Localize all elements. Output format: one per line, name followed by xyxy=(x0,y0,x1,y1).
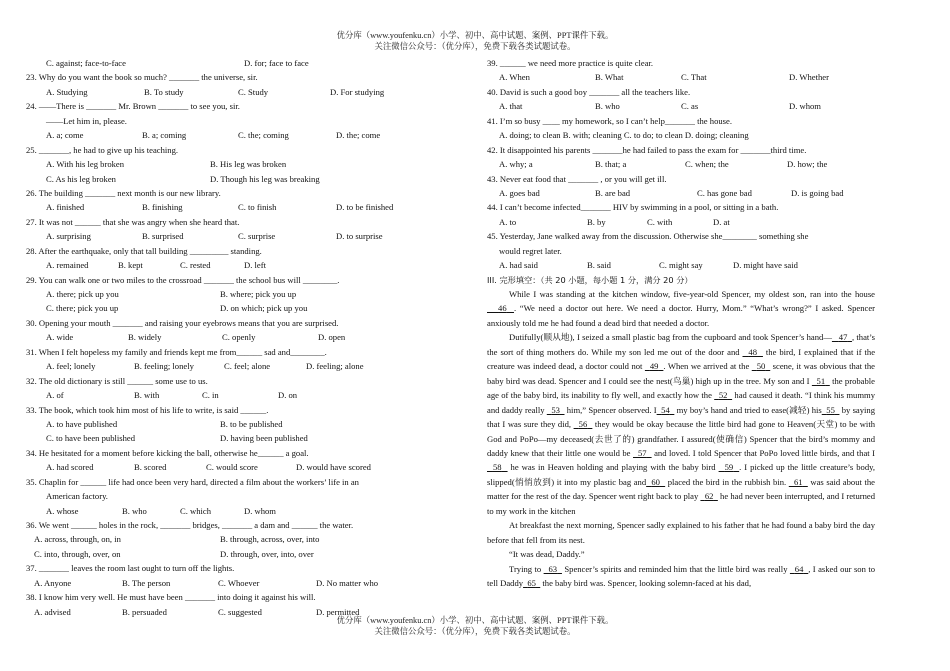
question-36-options-ab xyxy=(26,532,456,546)
option-d: D. left xyxy=(244,260,266,271)
option-d: D. on xyxy=(278,390,298,401)
option-a: A. there; pick up you xyxy=(46,289,119,299)
option-c: C. surprise xyxy=(238,231,276,242)
header-line-1: 优分库（www.youfenku.cn）小学、初中、高中试题、案例、PPT课件下载。 xyxy=(336,31,614,40)
header-line-2: 关注微信公众号：（优分库），免费下载各类试题试卷。 xyxy=(374,42,576,51)
option-d: D. open xyxy=(318,332,346,343)
blank-53: 53 xyxy=(551,404,560,415)
question-30-stem: 30. Opening your mouth _______ and raising your eyebrows means that you are surprised. xyxy=(26,317,339,328)
section-heading-cloze: III. 完形填空：（共 20 小题，每小题 1 分，满分 20 分） xyxy=(487,274,693,285)
option-a: A. had said xyxy=(499,260,538,271)
question-36-stem: 36. We went ______ holes in the rock, _______ bridges, _______ a dam and ______ the water. xyxy=(26,520,354,530)
option-c: C. As his leg broken xyxy=(46,173,116,184)
question-35-options xyxy=(26,504,456,518)
option-b: B. that; a xyxy=(595,159,627,170)
option-b: B. His leg was broken xyxy=(210,159,287,170)
question-26-stem: 26. The building _______ next month is our new library. xyxy=(26,187,221,198)
option-c: C. to finish xyxy=(238,202,277,213)
question-36-options-cd xyxy=(26,547,456,561)
option-a: A. advised xyxy=(34,606,71,617)
option-b: B. through, across, over, into xyxy=(220,534,320,545)
option-a: A. of xyxy=(46,390,64,401)
question-34-stem: 34. He hesitated for a moment before kicking the ball, otherwise he______ a goal. xyxy=(26,447,309,458)
question-27-options xyxy=(26,229,456,243)
option-d: D. having been published xyxy=(220,433,308,444)
question-32-stem: 32. The old dictionary is still ______ some use to us. xyxy=(26,375,208,386)
question-31-options xyxy=(26,359,456,373)
option-d: D. permitted xyxy=(316,606,360,617)
option-c: C. the; coming xyxy=(238,130,289,141)
option-a: A. surprising xyxy=(46,231,91,242)
option-a: A. finished xyxy=(46,202,85,213)
blank-58: 58 xyxy=(492,462,502,473)
option-c: C. to have been published xyxy=(46,433,136,444)
blank-63: 63 xyxy=(548,563,558,574)
option-a: A. had scored xyxy=(46,462,94,473)
option-b: B. said xyxy=(587,260,611,271)
question-33-stem: 33. The book, which took him most of his life to write, is said ______. xyxy=(26,404,269,415)
option-a: A. Anyone xyxy=(34,577,72,588)
option-b: B. by xyxy=(587,216,606,227)
question-43-options xyxy=(487,186,875,200)
question-33-options-ab xyxy=(26,417,456,431)
option-b: B. a; coming xyxy=(142,130,187,141)
option-d: D. to surprise xyxy=(336,231,383,242)
option-c: C. Study xyxy=(238,86,269,97)
option-c: C. That xyxy=(681,72,707,83)
option-b: B. kept xyxy=(118,260,143,271)
question-35-stem-2: American factory. xyxy=(46,491,108,502)
blank-51: 51 xyxy=(816,375,826,386)
question-29-stem: 29. You can walk one or two miles to the crossroad _______ the school bus will ________. xyxy=(26,274,340,285)
question-28-stem: 28. After the earthquake, only that tall building _________ standing. xyxy=(26,245,262,256)
question-32-options xyxy=(26,388,456,402)
blank-57: 57 xyxy=(638,447,647,458)
passage-paragraph-3: At breakfast the next morning, Spencer sadly explained to his father that he had found a baby bird the day before that fell from its nest. xyxy=(487,520,875,545)
option-c: C. which xyxy=(180,505,212,516)
blank-64: 64 xyxy=(794,563,804,574)
option-b: B. To study xyxy=(144,86,184,97)
option-c: C. would score xyxy=(206,462,258,473)
option-d: D. at xyxy=(713,216,730,227)
option-b: B. who xyxy=(595,101,620,112)
question-40-stem: 40. David is such a good boy _______ all the teachers like. xyxy=(487,86,691,97)
question-22-options xyxy=(26,56,456,70)
question-41-options: A. doing; to clean B. with; cleaning C. to do; to clean D. doing; cleaning xyxy=(499,130,749,141)
passage-paragraph-4: “It was dead, Daddy.” xyxy=(509,549,585,560)
option-c: C. with xyxy=(647,216,673,227)
option-a: A. to xyxy=(499,216,517,227)
option-a: A. to have published xyxy=(46,418,118,429)
option-b: B. are bad xyxy=(595,187,631,198)
option-d: D. No matter who xyxy=(316,577,379,588)
question-23-options xyxy=(26,85,456,99)
question-45-stem: 45. Yesterday, Jane walked away from the discussion. Otherwise she________ something she xyxy=(487,231,809,242)
question-33-options-cd xyxy=(26,431,456,445)
left-column xyxy=(26,56,456,619)
blank-56: 56 xyxy=(578,419,588,430)
option-d: D. through, over, into, over xyxy=(220,548,314,559)
option-d: D. on which; pick up you xyxy=(220,303,308,314)
option-c: C. suggested xyxy=(218,606,262,617)
option-b: B. to be published xyxy=(220,418,283,429)
question-26-options xyxy=(26,200,456,214)
option-b: B. scored xyxy=(134,462,167,473)
question-39-options xyxy=(487,70,875,84)
blank-49: 49 xyxy=(649,361,659,372)
option-a: A. Studying xyxy=(46,86,88,97)
question-37-options xyxy=(26,576,456,590)
page-header xyxy=(0,30,950,52)
right-column xyxy=(487,56,875,591)
passage-paragraph-1: While I was standing at the kitchen window, five-year-old Spencer, my oldest son, ran into the house 46 . “We need a doctor out here. We need a doctor. Hurry, Mom.” “What’s wrong?” I asked. Spencer anxiously told me he had found a dead bird that needed a doctor. xyxy=(487,289,876,328)
option-d: D. the; come xyxy=(336,130,381,141)
blank-50: 50 xyxy=(756,361,766,372)
option-d: D. is going bad xyxy=(791,187,844,198)
option-b: B. widely xyxy=(128,332,162,343)
question-37-stem: 37. _______ leaves the room last ought to turn off the lights. xyxy=(26,563,235,574)
option-c: C. against; face-to-face xyxy=(46,58,126,68)
question-45-stem-2: would regret later. xyxy=(499,245,562,256)
question-45-options xyxy=(487,258,875,272)
blank-65: 65 xyxy=(527,578,536,589)
question-23-stem: 23. Why do you want the book so much? _______ the universe, sir. xyxy=(26,72,258,83)
question-24-options xyxy=(26,128,456,142)
question-25-options-cd xyxy=(26,172,456,186)
option-d: D. for; face to face xyxy=(244,58,309,68)
blank-61: 61 xyxy=(794,476,803,487)
option-a: A. With his leg broken xyxy=(46,159,125,170)
option-b: B. persuaded xyxy=(122,606,167,617)
option-a: A. feel; lonely xyxy=(46,361,96,372)
option-c: C. Whoever xyxy=(218,577,260,588)
blank-52: 52 xyxy=(718,390,728,401)
option-a: A. across, through, on, in xyxy=(34,534,121,545)
question-24-stem: 24. ——There is _______ Mr. Brown _______ to see you, sir. xyxy=(26,101,240,112)
question-42-stem: 42. It disappointed his parents _______he had failed to pass the exam for _______third time. xyxy=(487,144,807,155)
option-d: D. For studying xyxy=(330,86,385,97)
option-c: C. has gone bad xyxy=(697,187,752,198)
question-29-options-ab xyxy=(26,287,456,301)
option-c: C. might say xyxy=(659,260,703,271)
question-40-options xyxy=(487,99,875,113)
option-b: B. surprised xyxy=(142,231,184,242)
option-b: B. who xyxy=(122,505,147,516)
question-44-stem: 44. I can’t become infected_______ HIV by swimming in a pool, or sitting in a bath. xyxy=(487,202,779,213)
option-b: B. feeling; lonely xyxy=(134,361,194,372)
option-d: D. would have scored xyxy=(296,462,371,473)
question-44-options xyxy=(487,215,875,229)
blank-48: 48 xyxy=(748,346,758,357)
question-25-options-ab xyxy=(26,157,456,171)
question-43-stem: 43. Never eat food that _______ , or you will get ill. xyxy=(487,173,667,184)
option-a: A. When xyxy=(499,72,530,83)
blank-46: 46 xyxy=(498,303,507,314)
option-b: B. What xyxy=(595,72,624,83)
option-c: C. feel; alone xyxy=(224,361,271,372)
question-34-options xyxy=(26,460,456,474)
passage-paragraph-2: Dutifully(顺从地), I seized a small plastic bag from the cupboard and took Spencer’s hand— 47 , that’s the sort of thing mothers do. While my son led me out of the door and 48 the bird, I explained that if the creature was indeed dead, a doctor could not 49 . When we arrived at the 50 scene, it was obvious that the baby bird was dead. Spencer and I could see the nest(鸟巢) high up in the tree. My son and I 51 the probable age of the baby bird, its inability to fly well, and exactly how the 52 had caused it death. “I think his mummy and daddy really 53 him,” Spencer observed. I 54 my boy’s hand and tried to ease(减轻) his 55 by saying that I was sure they did, 56 they would be okay because the little bird had gone to Heaven(天堂) to be with God and PoPo—my deceased(去世了的) grandfather. I assured(使确信) Spencer that the bird’s mommy and daddy knew that their little one would be 57 and loved. I told Spencer that PoPo loved little birds, and that I 58 he was in Heaven holding and playing with the baby bird 59 . I picked up the little creature’s body, slipped(悄悄放到) it into my plastic bag and 60 placed the bird in the rubbish bin. 61 was said about the matter for the rest of the day. Spencer went right back to play 62 he had never been interrupted, and I returned to my work in the kitchen xyxy=(487,332,876,516)
option-a: A. why; a xyxy=(499,159,533,170)
question-39-stem: 39. ______ we need more practice is quite clear. xyxy=(487,58,654,68)
option-c: C. into, through, over, on xyxy=(34,548,121,559)
option-d: D. Though his leg was breaking xyxy=(210,173,320,184)
option-c: C. in xyxy=(202,390,219,401)
option-a: A. goes bad xyxy=(499,187,540,198)
question-27-stem: 27. It was not ______ that she was angry when she heard that. xyxy=(26,216,240,227)
option-d: D. Whether xyxy=(789,72,829,83)
option-b: B. The person xyxy=(122,577,171,588)
option-a: A. that xyxy=(499,101,523,112)
question-29-options-cd xyxy=(26,301,456,315)
blank-60: 60 xyxy=(651,476,660,487)
option-c: C. there; pick you up xyxy=(46,303,119,314)
option-b: B. where; pick you up xyxy=(220,289,297,299)
cloze-passage xyxy=(487,287,875,591)
question-30-options xyxy=(26,330,456,344)
option-c: C. rested xyxy=(180,260,211,271)
question-31-stem: 31. When I felt hopeless my family and friends kept me from______ sad and________. xyxy=(26,346,327,357)
question-35-stem: 35. Chaplin for ______ life had once been very hard, directed a film about the workers’ life in an xyxy=(26,476,359,487)
blank-54: 54 xyxy=(661,404,670,415)
question-28-options xyxy=(26,258,456,272)
option-d: D. might have said xyxy=(733,260,798,271)
blank-55: 55 xyxy=(826,404,835,415)
option-a: A. a; come xyxy=(46,130,84,141)
page-footer xyxy=(0,615,950,637)
option-d: D. feeling; alone xyxy=(306,361,364,372)
question-41-stem: 41. I’m so busy ____ my homework, so I can’t help_______ the house. xyxy=(487,115,732,126)
option-c: C. openly xyxy=(222,332,256,343)
option-c: C. when; the xyxy=(685,159,729,170)
blank-47: 47 xyxy=(838,332,848,343)
footer-line-1: 优分库（www.youfenku.cn）小学、初中、高中试题、案例、PPT课件下载。 xyxy=(336,616,614,625)
option-d: D. whom xyxy=(789,101,821,112)
option-d: D. how; the xyxy=(787,159,828,170)
passage-paragraph-5: Trying to 63 Spencer’s spirits and reminded him that the little bird was really 64 , I asked our son to tell Daddy 65 the baby bird was. Spencer, looking solemn-faced at his dad, xyxy=(487,563,876,589)
option-a: A. wide xyxy=(46,332,74,343)
blank-59: 59 xyxy=(724,462,734,473)
option-a: A. remained xyxy=(46,260,89,271)
footer-line-2: 关注微信公众号：（优分库），免费下载各类试题试卷。 xyxy=(374,627,576,636)
option-b: B. with xyxy=(134,390,160,401)
option-c: C. as xyxy=(681,101,699,112)
question-25-stem: 25. _______, he had to give up his teaching. xyxy=(26,144,179,155)
question-24-stem-2: ——Let him in, please. xyxy=(46,115,127,126)
option-d: D. whom xyxy=(244,505,276,516)
blank-62: 62 xyxy=(704,491,714,502)
option-b: B. finishing xyxy=(142,202,183,213)
option-a: A. whose xyxy=(46,505,79,516)
question-38-stem: 38. I know him very well. He must have been _______ into doing it against his will. xyxy=(26,592,316,603)
question-42-options xyxy=(487,157,875,171)
option-d: D. to be finished xyxy=(336,202,394,213)
